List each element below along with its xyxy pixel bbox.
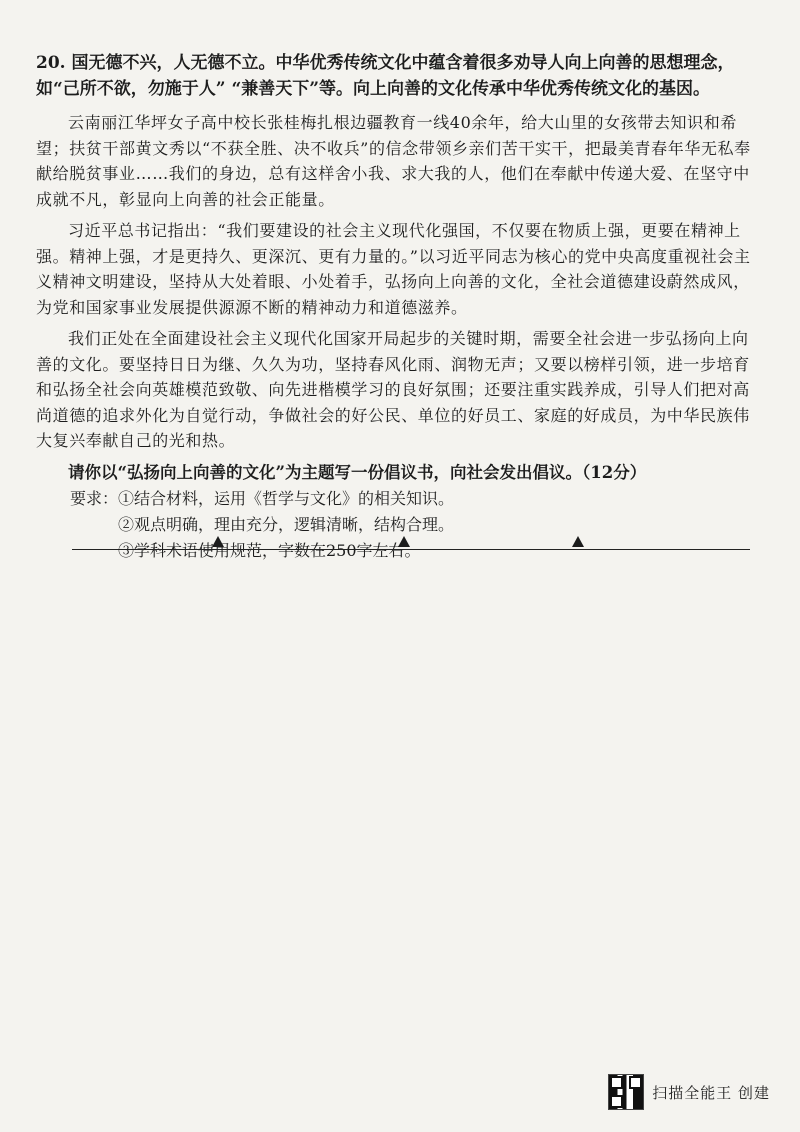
answer-marker-triangle-icon bbox=[398, 536, 410, 547]
material-paragraph-3: 我们正处在全面建设社会主义现代化国家开局起步的关键时期，需要全社会进一步弘扬向上向善的文化。要坚持日日为继、久久为功，坚持春风化雨、润物无声；又要以榜样引领，进一步培育和弘扬全社会向英雄模范致敬、向先进楷模学习的良好氛围；还要注重实践养成，引导人们把对高尚道德的追求外化为自觉行动，争做社会的好公民、单位的好员工、家庭的好成员，为中华民族伟大复兴奉献自己的光和热。 bbox=[36, 329, 750, 450]
material-paragraph-2: 习近平总书记指出：“我们要建设的社会主义现代化强国，不仅要在物质上强，更要在精神上强。精神上强，才是更持久、更深沉、更有力量的。”以习近平同志为核心的党中央高度重视社会主义精神文明建设，坚持从大处着眼、小处着手，弘扬向上向善的文化，全社会道德建设蔚然成风，为党和国家事业发展提供源源不断的精神动力和道德滋养。 bbox=[36, 221, 751, 317]
answer-marker-triangle-icon bbox=[572, 536, 584, 547]
answer-marker-triangle-icon bbox=[212, 536, 224, 547]
question-head-line2: 如“己所不欲，勿施于人” “兼善天下”等。向上向善的文化传承中华优秀传统文化的基因。 bbox=[36, 79, 711, 99]
requirements-label: 要求： bbox=[70, 488, 119, 508]
question-head-line1: 国无德不兴，人无德不立。中华优秀传统文化中蕴含着很多劝导人向上向善的思想理念， bbox=[71, 53, 735, 73]
question-head bbox=[36, 50, 764, 76]
requirement-1: ①结合材料，运用《哲学与文化》的相关知识。 bbox=[118, 488, 455, 508]
requirements bbox=[36, 486, 764, 564]
requirement-row-1 bbox=[36, 486, 764, 512]
answer-line bbox=[72, 549, 750, 550]
question-20 bbox=[36, 50, 764, 564]
requirement-3: ③学科术语使用规范，字数在250字左右。 bbox=[118, 540, 421, 560]
task-instruction: 请你以“弘扬向上向善的文化”为主题写一份倡议书，向社会发出倡议。（12分） bbox=[68, 462, 647, 482]
scanner-watermark bbox=[608, 1074, 770, 1110]
question-number: 20. bbox=[36, 53, 66, 73]
material-paragraph-1: 云南丽江华坪女子高中校长张桂梅扎根边疆教育一线40余年，给大山里的女孩带去知识和希望；扶贫干部黄文秀以“不获全胜、决不收兵”的信念带领乡亲们苦干实干，把最美青春年华无私奉献给脱贫事业……我们的身边，总有这样舍小我、求大我的人，他们在奉献中传递大爱、在坚守中成就不凡，彰显向上向善的社会正能量。 bbox=[36, 113, 751, 209]
watermark-text: 扫描全能王 创建 bbox=[652, 1083, 770, 1102]
requirement-2: ②观点明确，理由充分，逻辑清晰，结构合理。 bbox=[118, 514, 455, 534]
qr-code-icon bbox=[608, 1074, 644, 1110]
